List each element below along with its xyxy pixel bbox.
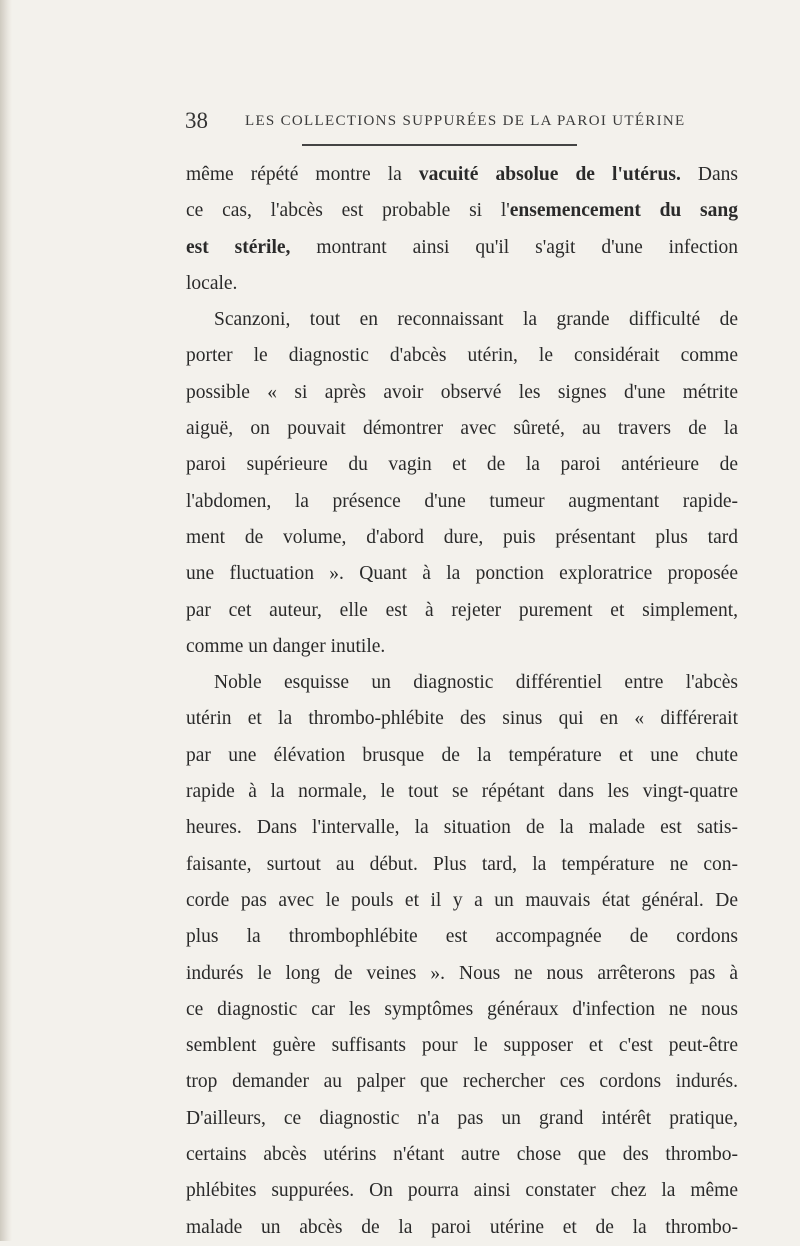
text-line: utérin et la thrombo-phlébite des sinus qui en « différerait [186,708,738,730]
text-line: corde pas avec le pouls et il y a un mauvais état général. De [186,889,738,911]
text-line: semblent guère suffisants pour le supposer et c'est peut-être [186,1035,738,1057]
text-line: possible « si après avoir observé les signes d'une métrite [186,381,738,403]
text-line: Scanzoni, tout en reconnaissant la grande difficulté de [214,309,738,331]
text-line: une fluctuation ». Quant à la ponction exploratrice proposée [186,563,738,585]
text-line: ce cas, l'abcès est probable si l'ensemencement du sang [186,200,738,222]
header-rule [302,144,577,146]
body-text [186,157,738,1246]
text-line: heures. Dans l'intervalle, la situation de la malade est satis- [186,817,738,839]
text-line: D'ailleurs, ce diagnostic n'a pas un grand intérêt pratique, [186,1107,738,1129]
text-line: même répété montre la vacuité absolue de l'utérus. Dans [186,164,738,185]
text-line: l'abdomen, la présence d'une tumeur augmentant rapide- [186,490,738,512]
text-line: est stérile, montrant ainsi qu'il s'agit d'une infection [186,236,738,258]
text-line: plus la thrombophlébite est accompagnée de cordons [186,926,738,948]
text-line: locale. [186,272,238,294]
text-line: phlébites suppurées. On pourra ainsi constater chez la même [186,1180,738,1202]
text-line: ce diagnostic car les symptômes généraux d'infection ne nous [186,998,738,1020]
page-binding-edge [0,0,12,1241]
text-line: trop demander au palper que rechercher ces cordons indurés. [186,1071,738,1093]
running-head [185,108,745,138]
text-line: indurés le long de veines ». Nous ne nous arrêterons pas à [186,962,738,984]
text-line: ment de volume, d'abord dure, puis présentant plus tard [186,526,738,548]
page-number: 38 [185,108,208,133]
running-title: LES COLLECTIONS SUPPURÉES DE LA PAROI UTÉRINE [245,113,686,129]
text-line: comme un danger inutile. [186,635,386,657]
text-line: aiguë, on pouvait démontrer avec sûreté, au travers de la [186,418,738,440]
text-line: malade un abcès de la paroi utérine et de la thrombo- [186,1216,738,1238]
text-line: paroi supérieure du vagin et de la paroi antérieure de [186,454,738,476]
text-line: certains abcès utérins n'étant autre chose que des thrombo- [186,1144,738,1166]
text-line: par une élévation brusque de la température et une chute [186,744,738,766]
text-line: porter le diagnostic d'abcès utérin, le considérait comme [186,345,738,367]
text-line: faisante, surtout au début. Plus tard, la température ne con- [186,853,738,875]
text-line: Noble esquisse un diagnostic différentiel entre l'abcès [214,672,738,694]
text-line: rapide à la normale, le tout se répétant dans les vingt-quatre [186,781,738,803]
text-line: par cet auteur, elle est à rejeter purement et simplement, [186,599,738,621]
